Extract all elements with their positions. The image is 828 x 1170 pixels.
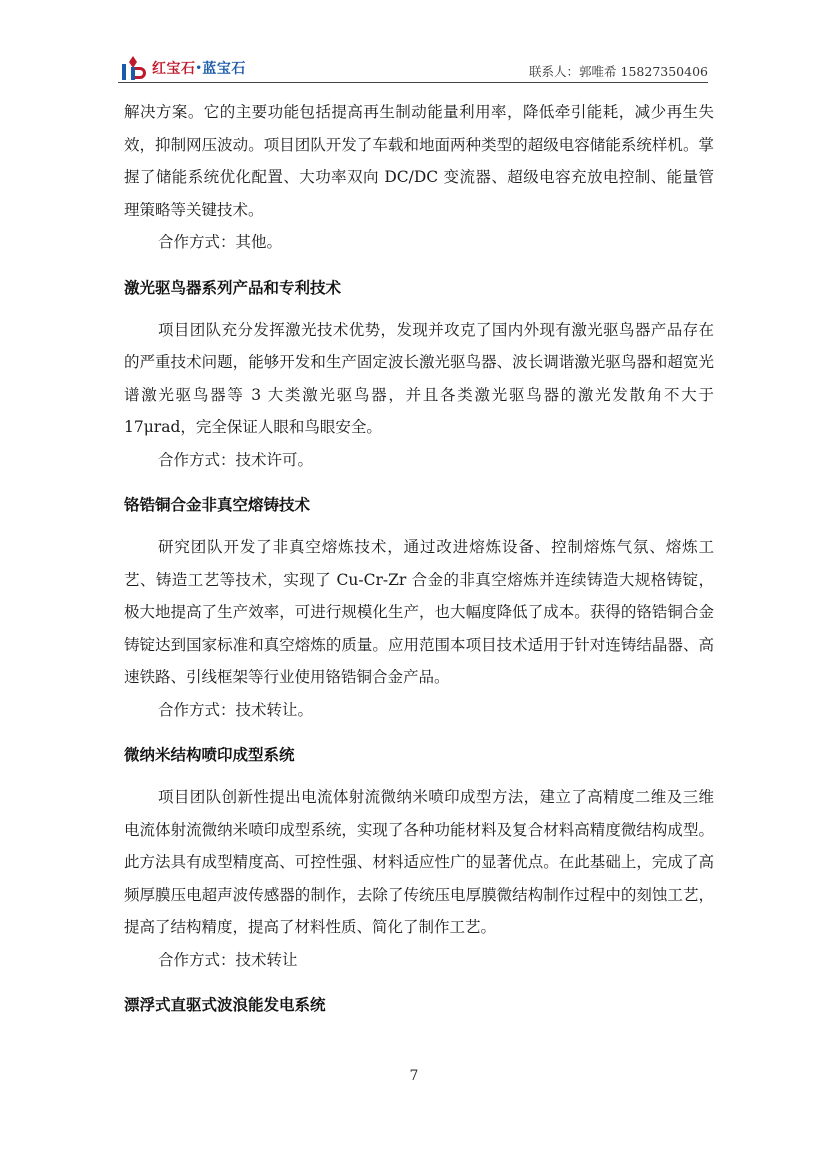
logo — [118, 55, 246, 81]
document-body — [124, 96, 714, 1016]
logo-text-red: 红宝石 — [152, 61, 196, 77]
cooperation-mode: 合作方式：技术转让 — [158, 950, 298, 969]
intro-paragraph: 解决方案。它的主要功能包括提高再生制动能量利用率，降低牵引能耗，减少再生失效，抑制网压波动。项目团队开发了车载和地面两种类型的超级电容储能系统样机。掌握了储能系统优化配置、大功率双向 DC/DC 变流器、超级电容充放电控制、能量管理策略等关键技术。 — [124, 103, 714, 219]
section-title: 漂浮式直驱式波浪能发电系统 — [124, 996, 326, 1014]
section-title: 微纳米结构喷印成型系统 — [124, 746, 295, 764]
contact-info: 联系人：郭唯希 15827350406 — [529, 64, 708, 79]
section-paragraph: 项目团队创新性提出电流体射流微纳米喷印成型方法，建立了高精度二维及三维电流体射流微纳米喷印成型系统，实现了各种功能材料及复合材料高精度微结构成型。此方法具有成型精度高、可控性强、材料适应性广的显著优点。在此基础上，完成了高频厚膜压电超声波传感器的制作，去除了传统压电厚膜微结构制作过程中的刻蚀工艺，提高了结构精度，提高了材料性质、简化了制作工艺。 — [124, 788, 714, 936]
logo-mark-icon — [118, 55, 148, 81]
page-number: 7 — [409, 1068, 419, 1084]
cooperation-mode: 合作方式：其他。 — [158, 233, 283, 251]
logo-text-blue: 蓝宝石 — [202, 61, 246, 77]
section-title: 铬锆铜合金非真空熔铸技术 — [124, 496, 311, 514]
cooperation-mode: 合作方式：技术许可。 — [158, 450, 314, 469]
page-header — [118, 52, 708, 84]
cooperation-mode: 合作方式：技术转让。 — [158, 700, 314, 719]
section-paragraph: 项目团队充分发挥激光技术优势，发现并攻克了国内外现有激光驱鸟器产品存在的严重技术问题，能够开发和生产固定波长激光驱鸟器、波长调谐激光驱鸟器和超宽光谱激光驱鸟器等 3 大类激光驱鸟器，并且各类激光驱鸟器的激光发散角不大于17μrad，完全保证人眼和鸟眼安全。 — [124, 320, 714, 436]
section-title: 激光驱鸟器系列产品和专利技术 — [124, 278, 342, 297]
header-divider — [118, 82, 708, 83]
section-paragraph: 研究团队开发了非真空熔炼技术，通过改进熔炼设备、控制熔炼气氛、熔炼工艺、铸造工艺等技术，实现了 Cu-Cr-Zr 合金的非真空熔炼并连续铸造大规格铸锭，极大地提高了生产效率，可进行规模化生产，也大幅度降低了成本。获得的铬锆铜合金铸锭达到国家标准和真空熔炼的质量。应用范围本项目技术适用于针对连铸结晶器、高速铁路、引线框架等行业使用铬锆铜合金产品。 — [124, 538, 714, 686]
logo-text — [152, 58, 246, 78]
logo-dot: • — [195, 63, 203, 74]
